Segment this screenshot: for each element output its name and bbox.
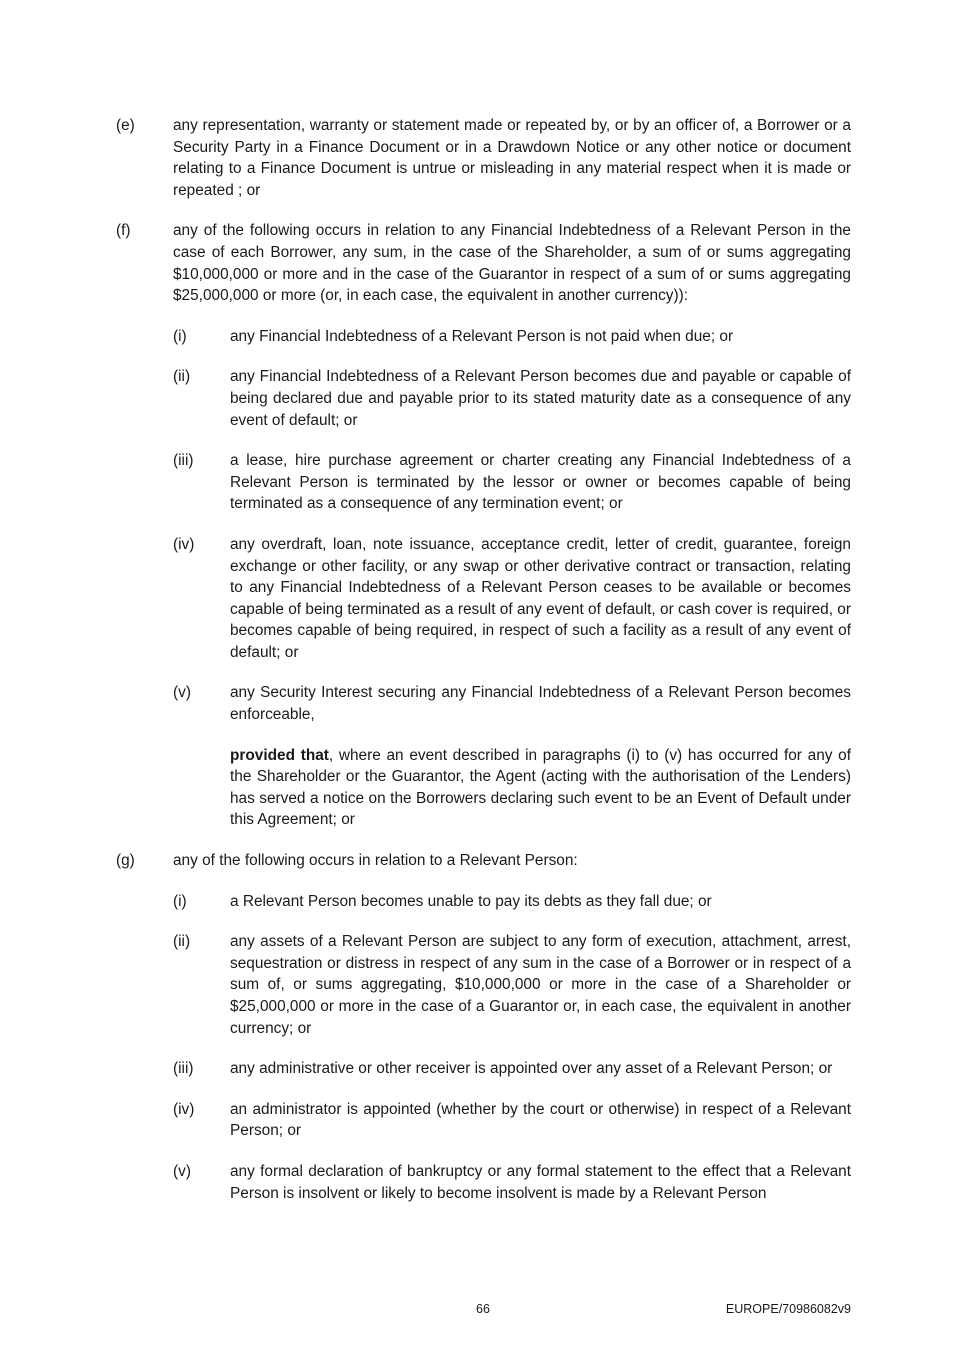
subclause-g-v <box>173 1161 851 1204</box>
subclause-f-ii <box>173 366 851 431</box>
proviso-bold-lead: provided that <box>230 746 329 764</box>
clause-text: any of the following occurs in relation to any Financial Indebtedness of a Relevant Person in the case of each Borrower, any sum, in the case of the Shareholder, a sum of or sums aggregating $10,000,000 or more and in the case of the Guarantor in respect of a sum of or sums aggregating $25,000,000 or more (or, in each case, the equivalent in another currency)): <box>173 222 851 305</box>
document-body <box>116 115 851 1223</box>
page-number: 66 <box>476 1302 490 1316</box>
subclause-g-iv <box>173 1099 851 1142</box>
clause-e <box>116 115 851 201</box>
clause-label: (e) <box>116 117 135 134</box>
subclause-label: (ii) <box>173 368 191 386</box>
subclause-text: any Financial Indebtedness of a Relevant Person becomes due and payable or capable of being declared due and payable prior to its stated maturity date as a consequence of any event of default; or <box>230 368 851 429</box>
subclause-label: (i) <box>173 327 187 345</box>
clause-text: any of the following occurs in relation to a Relevant Person: <box>173 852 578 870</box>
clause-label: (f) <box>116 222 131 240</box>
clause-f <box>116 220 851 306</box>
subclause-text: a lease, hire purchase agreement or charter creating any Financial Indebtedness of a Relevant Person is terminated by the lessor or owner or becomes capable of being terminated as a consequence of any termination event; or <box>230 452 851 513</box>
subclause-text: a Relevant Person becomes unable to pay its debts as they fall due; or <box>230 892 712 910</box>
clause-label: (g) <box>116 852 135 870</box>
proviso-paragraph <box>230 745 851 831</box>
proviso-text: , where an event described in paragraphs (i) to (v) has occurred for any of the Shareholder or the Guarantor, the Agent (acting with the authorisation of the Lenders) has served a notice on the Borrowers declaring such event to be an Event of Default under this Agreement; or <box>230 746 851 829</box>
subclause-g-ii <box>173 931 851 1039</box>
subclause-f-v <box>173 682 851 725</box>
subclause-text: any assets of a Relevant Person are subject to any form of execution, attachment, arrest, sequestration or distress in respect of any sum in the case of a Borrower or in respect of a sum of, or sums aggregating, $10,000,000 or more in the case of a Shareholder or $25,000,000 or more in the case of a Guarantor or, in each case, the equivalent in another currency; or <box>230 933 851 1037</box>
subclause-f-iii <box>173 450 851 515</box>
clause-text: any representation, warranty or statement made or repeated by, or by an officer of, a Borrower or a Security Party in a Finance Document or in a Drawdown Notice or any other notice or document relating to a Finance Document is untrue or misleading in any material respect when it is made or repeated ; or <box>173 117 851 199</box>
subclause-text: an administrator is appointed (whether by the court or otherwise) in respect of a Relevant Person; or <box>230 1100 851 1140</box>
subclause-text: any Security Interest securing any Financial Indebtedness of a Relevant Person becomes enforceable, <box>230 684 851 724</box>
subclause-label: (ii) <box>173 933 191 951</box>
subclause-text: any administrative or other receiver is appointed over any asset of a Relevant Person; or <box>230 1060 833 1078</box>
document-reference: EUROPE/70986082v9 <box>725 1302 851 1316</box>
subclause-g-i <box>173 891 851 913</box>
subclause-label: (v) <box>173 684 191 702</box>
subclause-g-iii <box>173 1058 851 1080</box>
clause-g <box>116 850 851 872</box>
subclause-text: any overdraft, loan, note issuance, acceptance credit, letter of credit, guarantee, foreign exchange or other facility, or any swap or other derivative contract or transaction, relating to any Financial Indebtedness of a Relevant Person ceases to be available or becomes capable of being terminated as a result of any event of default, or cash cover is required, or becomes capable of being required, in respect of such a facility as a result of any event of default; or <box>230 535 851 661</box>
subclause-f-iv <box>173 534 851 664</box>
subclause-label: (i) <box>173 892 187 910</box>
subclause-text: any Financial Indebtedness of a Relevant Person is not paid when due; or <box>230 327 734 345</box>
subclause-label: (v) <box>173 1162 191 1180</box>
subclause-label: (iv) <box>173 535 195 553</box>
subclause-text: any formal declaration of bankruptcy or any formal statement to the effect that a Relevant Person is insolvent or likely to become insolvent is made by a Relevant Person <box>230 1162 851 1202</box>
subclause-label: (iii) <box>173 1060 194 1078</box>
subclause-label: (iv) <box>173 1100 195 1118</box>
subclause-f-i <box>173 326 851 348</box>
subclause-label: (iii) <box>173 452 194 470</box>
